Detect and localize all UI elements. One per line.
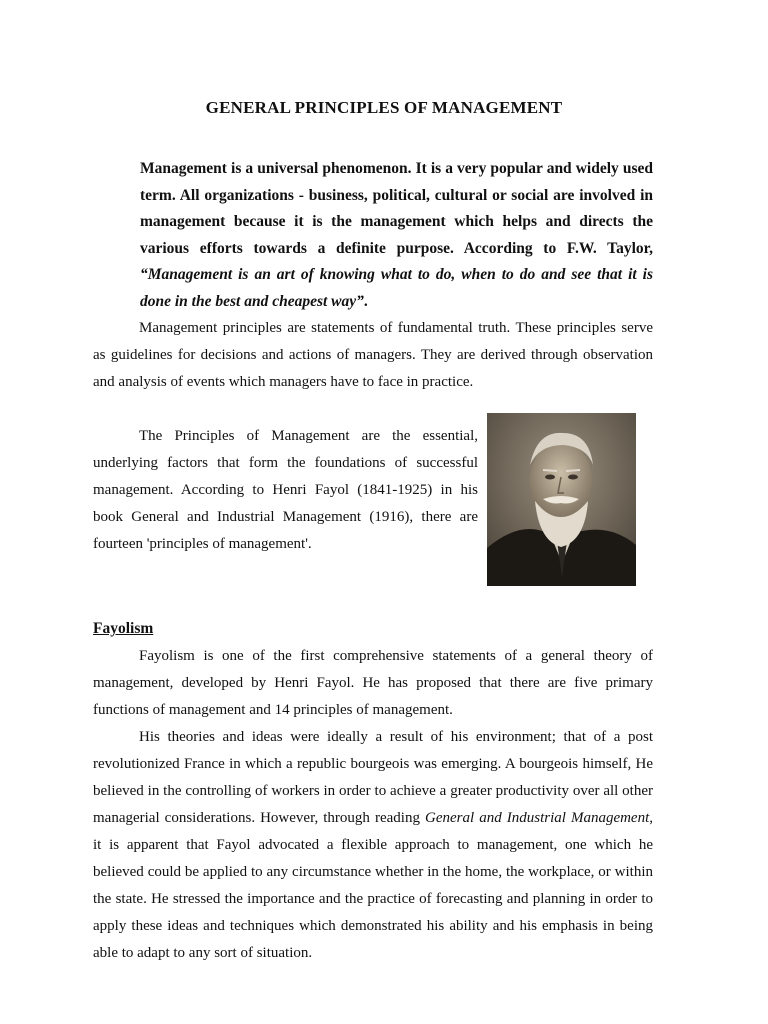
document-title: GENERAL PRINCIPLES OF MANAGEMENT [205,98,563,117]
fayolism-heading: Fayolism [93,620,154,637]
quote-end: . [363,292,368,310]
book-title: General and Industrial Management, [425,810,654,826]
fayol-principles-paragraph [93,423,478,558]
henri-fayol-portrait [487,413,636,586]
principles-paragraph [93,315,653,396]
intro-paragraph [140,156,653,316]
fayolism-paragraph-1 [93,643,653,724]
intro-text: Management is a universal phenomenon. It is a very popular and widely used term. All organizations - business, political, cultural or social are involved in management because it is the management which helps and directs the various efforts towards a definite purpose. According to F.W. Taylor, [140,160,653,257]
fayolism-text-1: Fayolism is one of the first comprehensive statements of a general theory of management, developed by Henri Fayol. He has proposed that there are five primary functions of management and 14 principles of management. [93,648,653,718]
fayolism-paragraph-2 [93,724,653,967]
fayolism-text-2a: His theories and ideas were ideally a result of his environment; that of a post revolutionized France in which a republic bourgeois was emerging. A bourgeois himself, He believed in the controlling of workers in order to achieve a greater productivity over all other managerial considerations. However, through reading [93,729,653,826]
fayolism-text-2b: it is apparent that Fayol advocated a flexible approach to management, one which he believed could be applied to any circumstance whether in the home, the workplace, or within the state. He stressed the importance and the practice of forecasting and planning in order to apply these ideas and techniques which demonstrated his ability and his emphasis in being able to adapt to any sort of situation. [93,837,653,961]
taylor-quote: “Management is an art of knowing what to do, when to do and see that it is done in the best and cheapest way” [140,266,653,310]
principles-text: Management principles are statements of fundamental truth. These principles serve as guidelines for decisions and actions of managers. They are derived through observation and analysis of events which managers have to face in practice. [93,320,653,390]
fayol-principles-text: The Principles of Management are the essential, underlying factors that form the foundations of successful management. According to Henri Fayol (1841-1925) in his book General and Industrial Management (1916), there are fourteen 'principles of management'. [93,428,478,552]
